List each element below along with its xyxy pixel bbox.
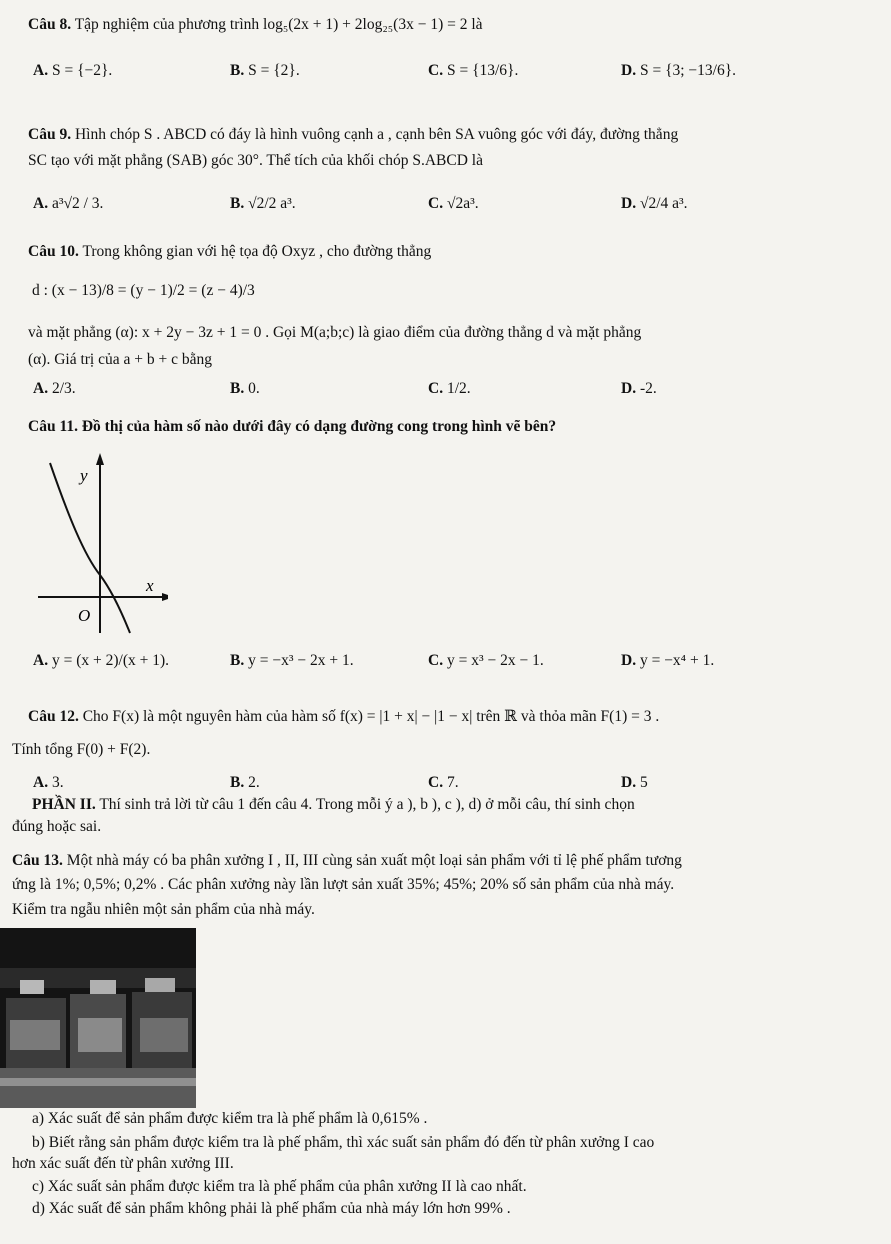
question-text: Một nhà máy có ba phân xưởng I , II, III cùng sản xuất một loại sản phẩm với tỉ lệ phế phẩm tương: [66, 852, 682, 869]
option-text: y = (x + 2)/(x + 1).: [51, 652, 170, 669]
option-text: S = {2}.: [248, 62, 300, 79]
option-text: √2/4 a³.: [639, 195, 688, 212]
x-axis-label: x: [146, 576, 154, 595]
question-text: Hình chóp S . ABCD có đáy là hình vuông cạnh a , cạnh bên SA vuông góc với đáy, đường thẳng: [74, 126, 679, 143]
option-text: 2/3.: [51, 380, 76, 397]
q13-item-b-cont: hơn xác suất đến từ phân xưởng III.: [12, 1155, 234, 1172]
option-text: y = x³ − 2x − 1.: [446, 652, 544, 669]
option-label: B.: [230, 774, 245, 791]
question-10-line4: (α). Giá trị của a + b + c bằng: [28, 351, 212, 368]
graph-svg: [28, 445, 168, 635]
question-8: [28, 16, 483, 34]
function-graph: [28, 445, 168, 635]
q13-item-c: c) Xác suất sản phẩm được kiểm tra là phế phẩm của phân xưởng II là cao nhất.: [32, 1178, 527, 1195]
option-label: C.: [428, 774, 444, 791]
question-11: [28, 418, 556, 436]
factory-photo: [0, 928, 196, 1108]
question-label: Câu 11.: [28, 418, 78, 435]
option-label: C.: [428, 380, 444, 397]
option-label: B.: [230, 380, 245, 397]
question-label: Câu 13.: [12, 852, 63, 869]
origin-label: O: [78, 606, 91, 625]
question-label: Câu 12.: [28, 708, 79, 725]
q12-option-b: [230, 774, 260, 792]
q8-option-c: [428, 62, 518, 80]
question-10-line3: và mặt phẳng (α): x + 2y − 3z + 1 = 0 . Gọi M(a;b;c) là giao điểm của đường thẳng d và mặt phẳng: [28, 324, 642, 341]
question-12-line2: Tính tổng F(0) + F(2).: [12, 741, 151, 758]
option-label: C.: [428, 62, 444, 79]
option-text: S = {3; −13/6}.: [639, 62, 737, 79]
q8-option-d: [621, 62, 736, 80]
x-axis-arrow: [162, 593, 168, 601]
option-label: D.: [621, 380, 637, 397]
option-text: 3.: [51, 774, 64, 791]
question-label: Câu 8.: [28, 16, 72, 33]
q9-option-a: [33, 195, 103, 213]
q8-option-a: [33, 62, 112, 80]
y-axis-arrow: [96, 453, 104, 465]
q13-item-d: d) Xác suất để sản phẩm không phải là phế phẩm của nhà máy lớn hơn 99% .: [32, 1200, 511, 1217]
question-13-line3: Kiểm tra ngẫu nhiên một sản phẩm của nhà máy.: [12, 901, 315, 918]
question-text: Đồ thị của hàm số nào dưới đây có dạng đường cong trong hình vẽ bên?: [81, 418, 557, 435]
option-label: A.: [33, 652, 49, 669]
option-label: A.: [33, 774, 49, 791]
option-text: 2.: [248, 774, 260, 791]
option-label: D.: [621, 652, 637, 669]
question-text: Tập nghiệm của phương trình log₅(2x + 1) + 2log₂₅(3x − 1) = 2 là: [74, 16, 483, 33]
option-label: B.: [230, 195, 245, 212]
question-12: [28, 708, 659, 726]
question-13-line2: ứng là 1%; 0,5%; 0,2% . Các phân xưởng này lần lượt sản xuất 35%; 45%; 20% số sản phẩm của nhà máy.: [12, 876, 675, 893]
question-13: [12, 852, 682, 870]
q11-option-a: [33, 652, 169, 670]
option-text: 5: [639, 774, 648, 791]
part-text: Thí sinh trả lời từ câu 1 đến câu 4. Trong mỗi ý a ), b ), c ), d) ở mỗi câu, thí sinh chọn: [99, 796, 635, 813]
q9-option-c: [428, 195, 479, 213]
q11-option-b: [230, 652, 354, 670]
option-label: D.: [621, 774, 637, 791]
option-label: D.: [621, 62, 637, 79]
option-text: y = −x³ − 2x + 1.: [248, 652, 354, 669]
option-text: S = {−2}.: [51, 62, 113, 79]
q12-option-d: [621, 774, 648, 792]
option-text: 7.: [446, 774, 459, 791]
y-axis-label: y: [80, 466, 88, 485]
option-text: √2/2 a³.: [248, 195, 296, 212]
option-text: 1/2.: [446, 380, 471, 397]
option-label: B.: [230, 652, 245, 669]
q12-option-a: [33, 774, 64, 792]
option-label: A.: [33, 380, 49, 397]
q13-item-a: a) Xác suất để sản phẩm được kiểm tra là phế phẩm là 0,615% .: [32, 1110, 428, 1127]
option-label: D.: [621, 195, 637, 212]
q11-option-d: [621, 652, 714, 670]
question-10: [28, 243, 431, 261]
factory-photo-art: [0, 928, 196, 1108]
option-text: a³√2 / 3.: [51, 195, 104, 212]
q12-option-c: [428, 774, 459, 792]
option-label: A.: [33, 195, 49, 212]
q10-option-b: [230, 380, 260, 398]
q8-option-b: [230, 62, 300, 80]
option-label: C.: [428, 652, 444, 669]
option-label: A.: [33, 62, 49, 79]
option-label: C.: [428, 195, 444, 212]
question-label: Câu 10.: [28, 243, 79, 260]
question-text: Trong không gian với hệ tọa độ Oxyz , cho đường thẳng: [82, 243, 432, 260]
question-10-line2: d : (x − 13)/8 = (y − 1)/2 = (z − 4)/3: [32, 282, 255, 299]
part-2-intro: [32, 796, 635, 814]
option-text: -2.: [639, 380, 657, 397]
option-text: 0.: [248, 380, 260, 397]
q9-option-b: [230, 195, 296, 213]
q11-option-c: [428, 652, 544, 670]
part-2-line2: đúng hoặc sai.: [12, 818, 102, 835]
q10-option-a: [33, 380, 76, 398]
option-text: y = −x⁴ + 1.: [639, 652, 715, 669]
question-9: [28, 126, 678, 144]
part-heading: PHẦN II.: [32, 796, 96, 813]
question-text: Cho F(x) là một nguyên hàm của hàm số f(x) = |1 + x| − |1 − x| trên ℝ và thỏa mãn F(1) = 3 .: [82, 708, 660, 725]
q10-option-c: [428, 380, 471, 398]
q13-item-b: b) Biết rằng sản phẩm được kiểm tra là phế phẩm, thì xác suất sản phẩm đó đến từ phân xưởng I cao: [32, 1134, 655, 1151]
q10-option-d: [621, 380, 657, 398]
question-label: Câu 9.: [28, 126, 72, 143]
option-text: S = {13/6}.: [446, 62, 519, 79]
option-text: √2a³.: [446, 195, 479, 212]
q9-option-d: [621, 195, 688, 213]
option-label: B.: [230, 62, 245, 79]
question-9-line2: SC tạo với mặt phẳng (SAB) góc 30°. Thể tích của khối chóp S.ABCD là: [28, 152, 483, 169]
